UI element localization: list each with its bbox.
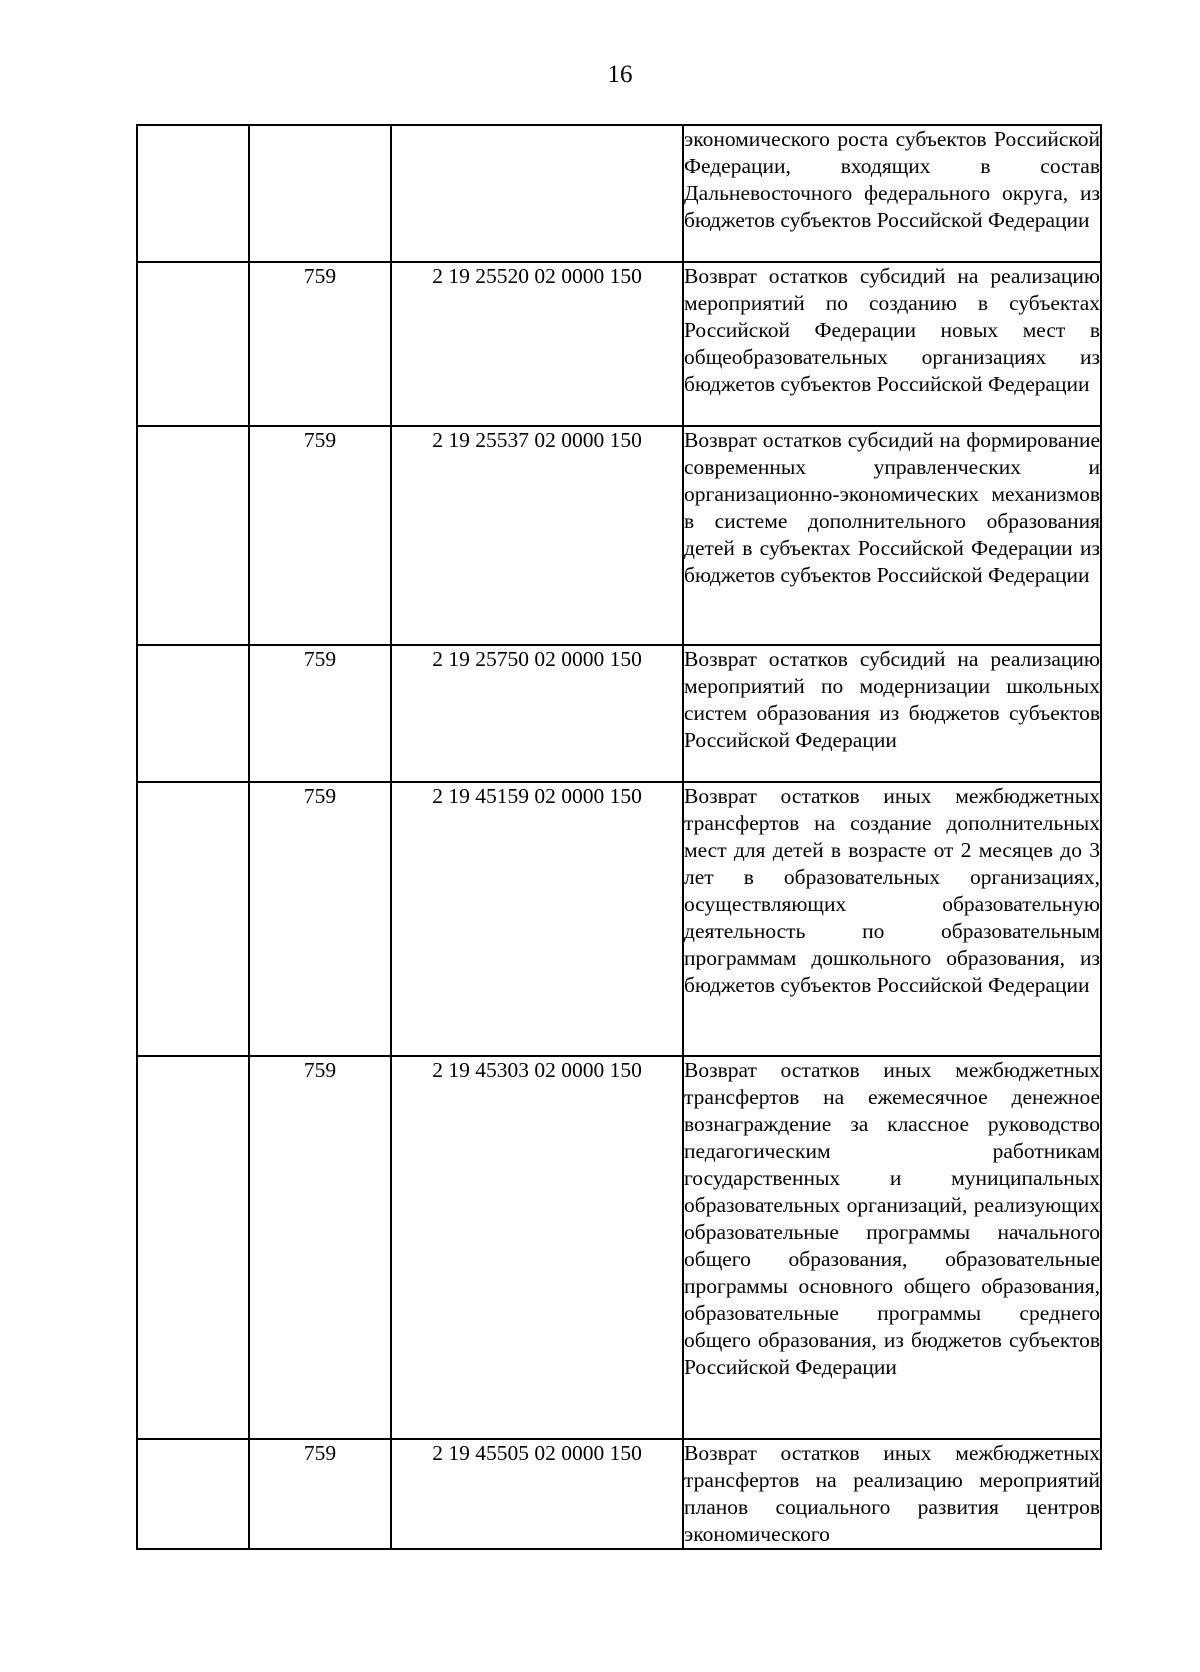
table-row: [137, 426, 1101, 645]
table-cell-empty: [137, 782, 249, 1056]
table-cell-empty: [137, 125, 249, 262]
budget-code-cell: [391, 125, 683, 262]
admin-code-cell: 759: [249, 426, 391, 645]
description-cell: Возврат остатков субсидий на реализацию мероприятий по модернизации школьных систем образования из бюджетов субъектов Российской Федерации: [683, 645, 1101, 782]
budget-code-cell: 2 19 25520 02 0000 150: [391, 262, 683, 426]
budget-codes-table: [136, 124, 1102, 1550]
table-cell-empty: [137, 1439, 249, 1549]
table-row: [137, 125, 1101, 262]
table-cell-empty: [137, 262, 249, 426]
admin-code-cell: 759: [249, 782, 391, 1056]
admin-code-cell: 759: [249, 1439, 391, 1549]
admin-code-cell: 759: [249, 262, 391, 426]
table-row: [137, 1439, 1101, 1549]
table-row: [137, 262, 1101, 426]
description-cell: Возврат остатков субсидий на формирование современных управленческих и организационно-экономических механизмов в системе дополнительного образования детей в субъектах Российской Федерации из бюджетов субъектов Российской Федерации: [683, 426, 1101, 645]
budget-code-cell: 2 19 45505 02 0000 150: [391, 1439, 683, 1549]
table-cell-empty: [137, 1056, 249, 1439]
admin-code-cell: [249, 125, 391, 262]
table-row: [137, 782, 1101, 1056]
description-cell: Возврат остатков иных межбюджетных трансфертов на реализацию мероприятий планов социального развития центров экономического: [683, 1439, 1101, 1549]
budget-code-cell: 2 19 45303 02 0000 150: [391, 1056, 683, 1439]
page-number: 16: [607, 61, 633, 88]
table-row: [137, 645, 1101, 782]
description-cell: Возврат остатков иных межбюджетных трансфертов на создание дополнительных мест для детей в возрасте от 2 месяцев до 3 лет в образовательных организациях, осуществляющих образовательную деятельность по образовательным программам дошкольного образования, из бюджетов субъектов Российской Федерации: [683, 782, 1101, 1056]
description-cell: экономического роста субъектов Российской Федерации, входящих в состав Дальневосточного федерального округа, из бюджетов субъектов Российской Федерации: [683, 125, 1101, 262]
description-cell: Возврат остатков субсидий на реализацию мероприятий по созданию в субъектах Российской Федерации новых мест в общеобразовательных организациях из бюджетов субъектов Российской Федерации: [683, 262, 1101, 426]
budget-code-cell: 2 19 25537 02 0000 150: [391, 426, 683, 645]
budget-code-cell: 2 19 45159 02 0000 150: [391, 782, 683, 1056]
description-cell: Возврат остатков иных межбюджетных трансфертов на ежемесячное денежное вознаграждение за классное руководство педагогическим работникам государственных и муниципальных образовательных организаций, реализующих образовательные программы начального общего образования, образовательные программы основного общего образования, образовательные программы среднего общего образования, из бюджетов субъектов Российской Федерации: [683, 1056, 1101, 1439]
table-cell-empty: [137, 645, 249, 782]
admin-code-cell: 759: [249, 1056, 391, 1439]
admin-code-cell: 759: [249, 645, 391, 782]
table-cell-empty: [137, 426, 249, 645]
budget-code-cell: 2 19 25750 02 0000 150: [391, 645, 683, 782]
table-row: [137, 1056, 1101, 1439]
